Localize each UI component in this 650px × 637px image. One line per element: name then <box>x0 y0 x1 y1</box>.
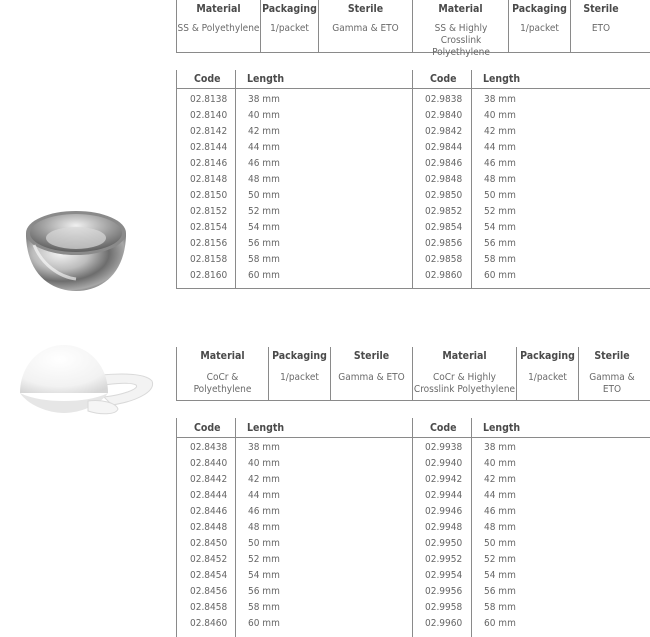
table-cell: 02.8454 <box>190 570 228 581</box>
s1-right-packaging-value: 1/packet <box>520 23 559 34</box>
table-cell: 02.9952 <box>425 554 463 565</box>
s1-right-sterile-header: Sterile <box>583 3 619 15</box>
table-cell: 02.9842 <box>425 126 463 137</box>
table-cell: 44 mm <box>248 142 280 153</box>
table-cell: 40 mm <box>248 110 280 121</box>
s2-right-length-header: Length <box>483 422 521 434</box>
table-cell: 48 mm <box>484 174 516 185</box>
table-cell: 54 mm <box>484 222 516 233</box>
s1-left-sterile-value: Gamma & ETO <box>332 23 399 34</box>
s1-left-code-header: Code <box>194 73 221 85</box>
s2-right-code-header: Code <box>430 422 457 434</box>
table-cell: 58 mm <box>484 254 516 265</box>
table-cell: 02.9948 <box>425 522 463 533</box>
table-cell: 02.8160 <box>190 270 228 281</box>
table-cell: 50 mm <box>484 190 516 201</box>
table-cell: 46 mm <box>248 158 280 169</box>
table-cell: 02.8154 <box>190 222 228 233</box>
table-cell: 58 mm <box>248 254 280 265</box>
s1-right-material-value: SS & Highly Crosslink Polyethylene <box>432 23 490 58</box>
s1-right-code-header: Code <box>430 73 457 85</box>
s2-left-codes <box>190 440 227 632</box>
table-cell: 02.8146 <box>190 158 228 169</box>
table-cell: 38 mm <box>248 94 280 105</box>
table-cell: 02.8152 <box>190 206 228 217</box>
table-cell: 02.8144 <box>190 142 228 153</box>
s2-right-sterile-value: Gamma & ETO <box>589 372 635 395</box>
table-cell: 44 mm <box>248 490 280 501</box>
table-cell: 02.8460 <box>190 618 228 629</box>
table-cell: 02.9960 <box>425 618 463 629</box>
table-cell: 42 mm <box>248 126 280 137</box>
table-cell: 02.9940 <box>425 458 463 469</box>
table-cell: 02.8446 <box>190 506 228 517</box>
s1-right-packaging-header: Packaging <box>512 3 567 15</box>
table-cell: 48 mm <box>484 522 516 533</box>
table-cell: 02.8448 <box>190 522 228 533</box>
s1-right-lengths <box>484 92 516 284</box>
table-cell: 60 mm <box>484 270 516 281</box>
table-cell: 02.9946 <box>425 506 463 517</box>
table-cell: 02.8450 <box>190 538 228 549</box>
s1-left-length-header: Length <box>247 73 285 85</box>
table-cell: 02.9850 <box>425 190 463 201</box>
s2-right-packaging-header: Packaging <box>520 350 575 362</box>
table-cell: 48 mm <box>248 522 280 533</box>
table-cell: 02.9944 <box>425 490 463 501</box>
table-cell: 02.9854 <box>425 222 463 233</box>
table-cell: 02.9846 <box>425 158 463 169</box>
table-cell: 02.8156 <box>190 238 228 249</box>
table-cell: 02.8140 <box>190 110 228 121</box>
table-cell: 60 mm <box>248 270 280 281</box>
table-cell: 52 mm <box>484 554 516 565</box>
table-cell: 02.8438 <box>190 442 228 453</box>
s1-left-packaging-header: Packaging <box>262 3 317 15</box>
table-cell: 40 mm <box>248 458 280 469</box>
table-cell: 46 mm <box>484 158 516 169</box>
s2-left-material-value: CoCr & Polyethylene <box>193 372 252 395</box>
s1-right-codes <box>425 92 462 284</box>
s2-left-sterile-value: Gamma & ETO <box>338 372 405 383</box>
table-cell: 02.8452 <box>190 554 228 565</box>
table-cell: 50 mm <box>484 538 516 549</box>
s2-left-packaging-value: 1/packet <box>280 372 319 383</box>
table-cell: 48 mm <box>248 174 280 185</box>
s2-right-material-header: Material <box>442 350 487 362</box>
table-cell: 02.8458 <box>190 602 228 613</box>
table-cell: 38 mm <box>484 94 516 105</box>
table-cell: 38 mm <box>484 442 516 453</box>
table-cell: 56 mm <box>248 238 280 249</box>
table-cell: 02.8456 <box>190 586 228 597</box>
s2-left-sterile-header: Sterile <box>353 350 390 362</box>
table-cell: 02.9840 <box>425 110 463 121</box>
table-cell: 02.8440 <box>190 458 228 469</box>
s2-left-lengths <box>248 440 280 632</box>
s1-left-sterile-header: Sterile <box>347 3 384 15</box>
table-cell: 02.9950 <box>425 538 463 549</box>
table-cell: 54 mm <box>484 570 516 581</box>
table-cell: 02.8148 <box>190 174 228 185</box>
s1-right-length-header: Length <box>483 73 521 85</box>
table-cell: 02.9838 <box>425 94 463 105</box>
table-cell: 52 mm <box>248 554 280 565</box>
polyethylene-liner-image <box>18 343 160 417</box>
s1-left-codes <box>190 92 227 284</box>
table-cell: 52 mm <box>248 206 280 217</box>
s2-left-packaging-header: Packaging <box>272 350 327 362</box>
table-cell: 02.9860 <box>425 270 463 281</box>
steel-bipolar-cup-image <box>20 205 132 295</box>
s2-left-material-header: Material <box>200 350 245 362</box>
table-cell: 02.9856 <box>425 238 463 249</box>
table-cell: 50 mm <box>248 190 280 201</box>
table-cell: 02.9844 <box>425 142 463 153</box>
s1-left-material-header: Material <box>196 3 241 15</box>
s1-right-sterile-value: ETO <box>591 23 611 34</box>
table-cell: 02.9954 <box>425 570 463 581</box>
table-cell: 60 mm <box>248 618 280 629</box>
table-cell: 46 mm <box>248 506 280 517</box>
table-cell: 02.8142 <box>190 126 228 137</box>
s1-left-packaging-value: 1/packet <box>270 23 309 34</box>
table-cell: 54 mm <box>248 570 280 581</box>
s2-right-lengths <box>484 440 516 632</box>
s1-right-material-header: Material <box>438 3 483 15</box>
table-cell: 50 mm <box>248 538 280 549</box>
table-cell: 02.9942 <box>425 474 463 485</box>
table-cell: 42 mm <box>248 474 280 485</box>
table-cell: 38 mm <box>248 442 280 453</box>
s2-right-codes <box>425 440 462 632</box>
table-cell: 46 mm <box>484 506 516 517</box>
s2-right-packaging-value: 1/packet <box>528 372 567 383</box>
s2-right-sterile-header: Sterile <box>594 350 630 362</box>
s1-left-material-value: SS & Polyethylene <box>177 23 260 34</box>
s1-left-lengths <box>248 92 280 284</box>
table-cell: 44 mm <box>484 142 516 153</box>
s2-left-code-header: Code <box>194 422 221 434</box>
table-cell: 58 mm <box>484 602 516 613</box>
table-cell: 02.9848 <box>425 174 463 185</box>
s2-left-length-header: Length <box>247 422 285 434</box>
table-cell: 02.9852 <box>425 206 463 217</box>
table-cell: 02.8138 <box>190 94 228 105</box>
table-cell: 60 mm <box>484 618 516 629</box>
table-cell: 02.8158 <box>190 254 228 265</box>
table-cell: 02.9956 <box>425 586 463 597</box>
table-cell: 40 mm <box>484 458 516 469</box>
table-cell: 02.9858 <box>425 254 463 265</box>
table-cell: 02.8444 <box>190 490 228 501</box>
table-cell: 42 mm <box>484 126 516 137</box>
table-cell: 44 mm <box>484 490 516 501</box>
table-cell: 56 mm <box>248 586 280 597</box>
table-cell: 02.9958 <box>425 602 463 613</box>
table-cell: 58 mm <box>248 602 280 613</box>
table-cell: 56 mm <box>484 586 516 597</box>
table-cell: 52 mm <box>484 206 516 217</box>
table-cell: 56 mm <box>484 238 516 249</box>
table-cell: 42 mm <box>484 474 516 485</box>
table-cell: 02.9938 <box>425 442 463 453</box>
table-cell: 54 mm <box>248 222 280 233</box>
s2-right-material-value: CoCr & Highly Crosslink Polyethylene <box>413 372 516 395</box>
table-cell: 40 mm <box>484 110 516 121</box>
table-cell: 02.8442 <box>190 474 228 485</box>
table-cell: 02.8150 <box>190 190 228 201</box>
